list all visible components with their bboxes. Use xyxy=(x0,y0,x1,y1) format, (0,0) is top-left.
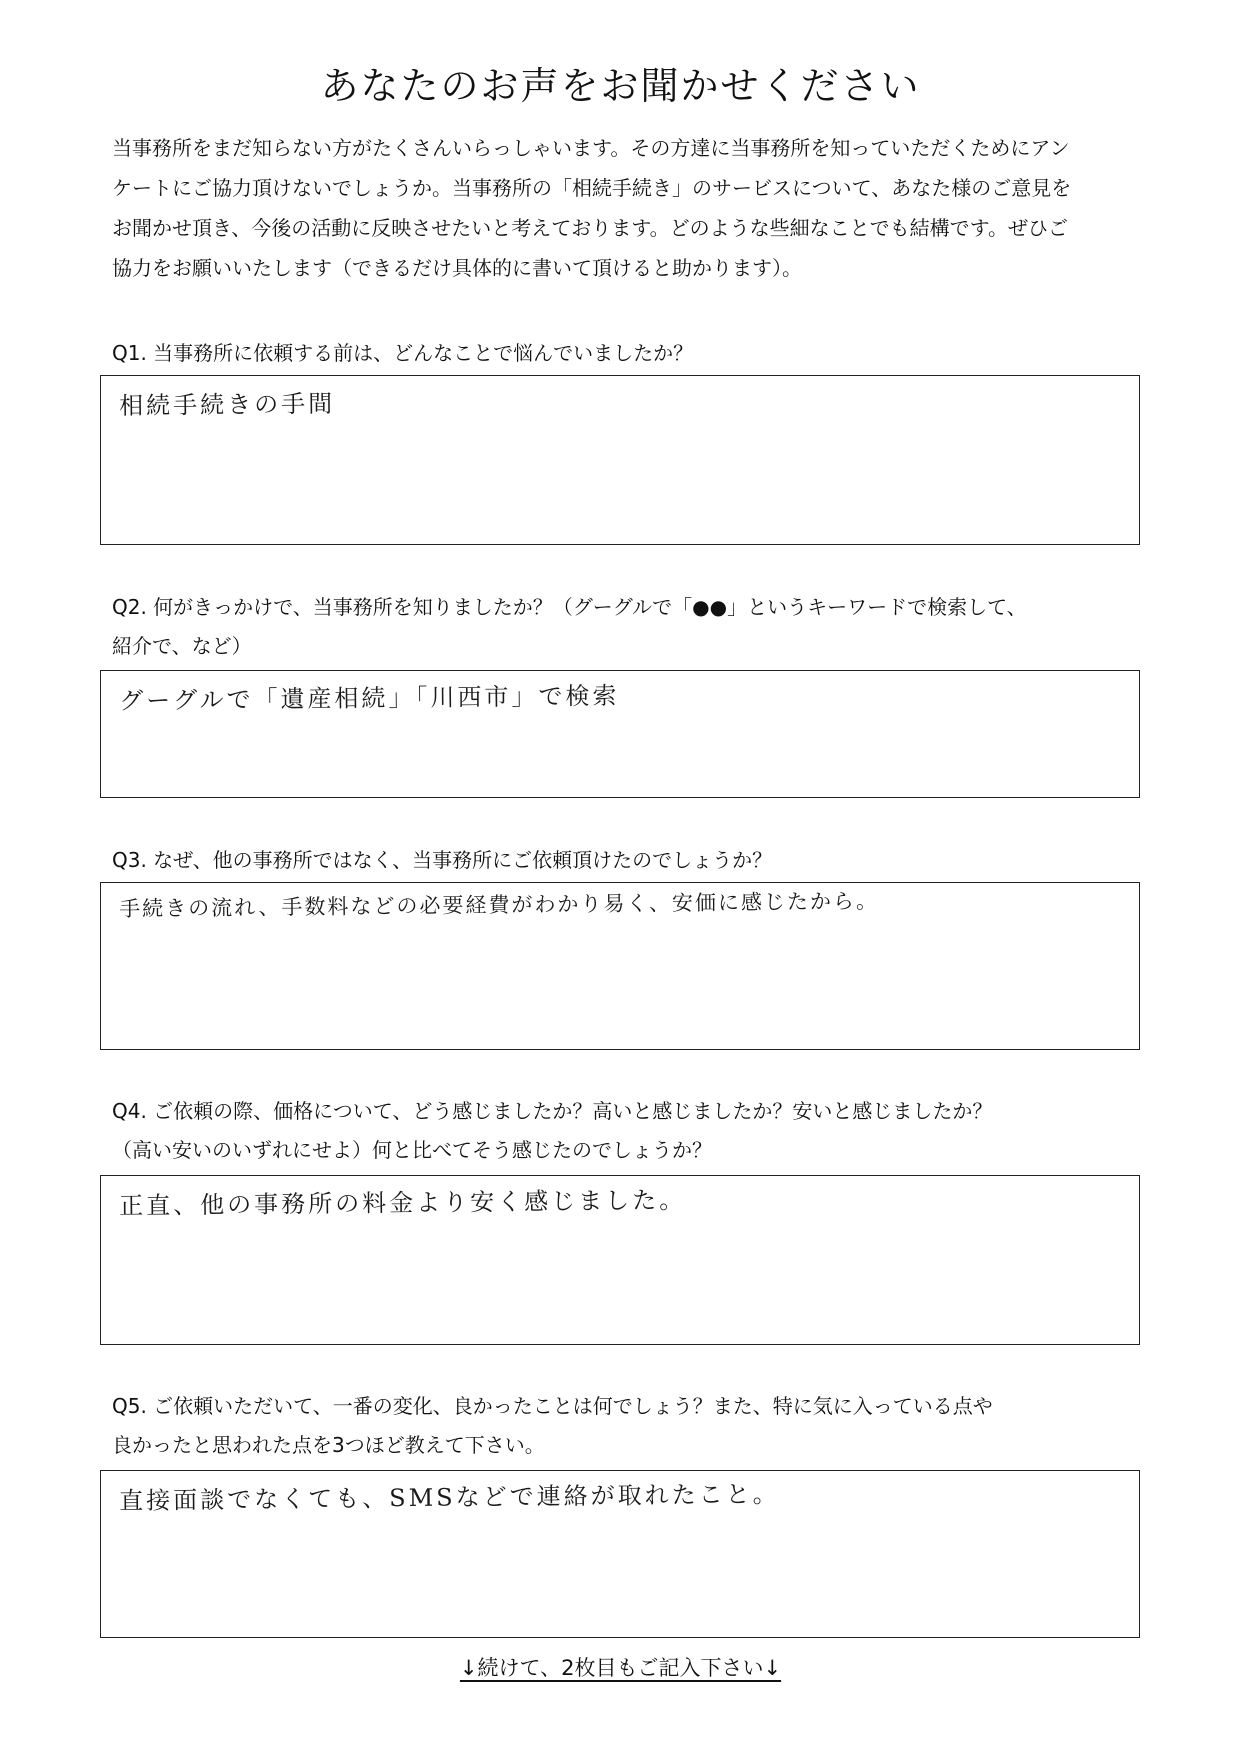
handwritten-answer: 相続手続きの手間 xyxy=(119,389,336,420)
question-line: Q2. 何がきっかけで、当事務所を知りましたか？（グーグルで「●●」というキーワードで検索して、 xyxy=(112,595,1027,619)
handwritten-answer: 直接面談でなくても、SMSなどで連絡が取れたこと。 xyxy=(119,1480,780,1515)
handwritten-answer: グーグルで「遺産相続」「川西市」で検索 xyxy=(119,681,620,715)
answer-box-1 xyxy=(100,375,1140,545)
handwritten-answer: 正直、他の事務所の料金より安く感じました。 xyxy=(119,1186,687,1220)
question-line: 紹介で、など） xyxy=(112,634,252,658)
page-title: あなたのお声をお聞かせください xyxy=(320,64,921,108)
handwritten-answer: 手続きの流れ、手数料などの必要経費がわかり易く、安価に感じたから。 xyxy=(119,889,880,921)
intro-line: 協力をお願いいたします（できるだけ具体的に書いて頂けると助かります）。 xyxy=(112,256,802,280)
question-line: Q4. ご依頼の際、価格について、どう感じましたか？高いと感じましたか？安いと感じましたか？ xyxy=(112,1099,993,1123)
question-2 xyxy=(112,588,1027,666)
answer-box-5 xyxy=(100,1470,1140,1638)
question-4 xyxy=(112,1092,992,1170)
question-line: Q3. なぜ、他の事務所ではなく、当事務所にご依頼頂けたのでしょうか？ xyxy=(112,848,773,872)
question-line: Q1. 当事務所に依頼する前は、どんなことで悩んでいましたか？ xyxy=(112,341,694,365)
answer-box-4 xyxy=(100,1175,1140,1345)
footer-text: ↓続けて、2枚目もご記入下さい↓ xyxy=(459,1656,782,1680)
question-line: （高い安いのいずれにせよ）何と比べてそう感じたのでしょうか？ xyxy=(112,1138,712,1162)
answer-box-2 xyxy=(100,670,1140,798)
question-line: 良かったと思われた点を3つほど教えて下さい。 xyxy=(112,1433,545,1457)
footer-note xyxy=(0,1652,1241,1682)
question-line: Q5. ご依頼いただいて、一番の変化、良かったことは何でしょう？また、特に気に入っている点や xyxy=(112,1394,993,1418)
answer-box-3 xyxy=(100,882,1140,1050)
intro-paragraph xyxy=(112,128,1142,288)
question-1 xyxy=(112,334,693,373)
question-3 xyxy=(112,841,772,880)
intro-line: 当事務所をまだ知らない方がたくさんいらっしゃいます。その方達に当事務所を知っていただくためにアン xyxy=(112,136,1070,160)
question-5 xyxy=(112,1387,993,1465)
intro-line: ケートにご協力頂けないでしょうか。当事務所の「相続手続き」のサービスについて、あなた様のご意見を xyxy=(112,176,1072,200)
intro-line: お聞かせ頂き、今後の活動に反映させたいと考えております。どのような些細なことでも結構です。ぜひご xyxy=(112,216,1068,240)
